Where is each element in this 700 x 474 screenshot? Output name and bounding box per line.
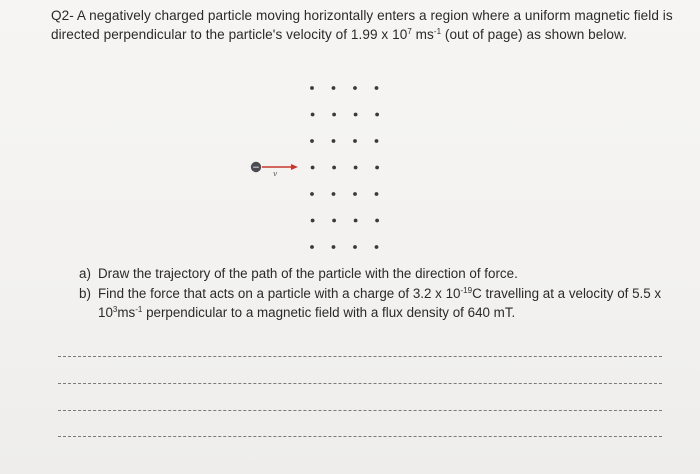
question-text-end: (out of page) as shown below. — [441, 27, 627, 42]
negative-particle — [251, 162, 261, 173]
part-b-letter: b) — [79, 285, 91, 301]
field-dot — [353, 86, 357, 90]
answer-line-3[interactable] — [58, 410, 662, 411]
magnetic-field-diagram — [240, 78, 400, 258]
velocity-exponent: 3 — [112, 305, 118, 314]
field-dot — [332, 245, 336, 249]
field-dot — [332, 192, 336, 196]
question-parts — [79, 264, 679, 323]
field-dot — [310, 86, 314, 90]
field-diagram-svg — [240, 78, 400, 258]
velocity-unit-exponent: -1 — [135, 305, 143, 314]
part-b-text-4: perpendicular to a magnetic field with a flux density of 640 mT. — [142, 305, 516, 320]
part-b-text — [98, 284, 679, 323]
field-dot — [375, 192, 379, 196]
field-dot — [354, 113, 358, 117]
field-dot — [375, 245, 379, 249]
answer-line-1[interactable] — [58, 356, 662, 357]
field-dot — [311, 219, 315, 223]
field-dot — [310, 245, 314, 249]
field-dot — [310, 139, 314, 143]
field-dot — [375, 166, 379, 170]
particle-sign: − — [252, 163, 260, 173]
part-b-text-1: Find the force that acts on a particle with a charge of 3.2 x 10 — [98, 285, 461, 301]
field-dot — [310, 192, 314, 196]
velocity-arrow-head — [291, 164, 298, 170]
field-dot — [332, 86, 336, 90]
field-dot — [353, 192, 357, 196]
part-a-text: Draw the trajectory of the path of the particle with the direction of force. — [98, 266, 518, 281]
field-dot-grid — [310, 86, 379, 249]
field-dot — [354, 219, 358, 223]
field-dot — [375, 139, 379, 143]
field-dot — [375, 113, 379, 117]
field-dot — [332, 139, 336, 143]
velocity-arrow — [262, 164, 298, 170]
field-dot — [375, 86, 379, 90]
speed-unit-exponent: -1 — [433, 27, 442, 36]
answer-line-2[interactable] — [58, 383, 662, 384]
charge-exponent: -19 — [460, 285, 473, 295]
question-text-main: Q2- A negatively charged particle moving horizontally enters a region where a uniform magnetic field is directed perpendicular to the particle's velocity of 1.99 x 10 — [51, 8, 673, 42]
field-dot — [353, 245, 357, 249]
part-b — [79, 284, 679, 323]
field-dot — [354, 166, 358, 170]
part-a-letter: a) — [79, 266, 91, 281]
velocity-label: v — [273, 169, 278, 178]
field-dot — [311, 166, 315, 170]
field-dot — [332, 219, 336, 223]
field-dot — [375, 219, 379, 223]
field-dot — [332, 166, 336, 170]
speed-unit: ms — [411, 27, 434, 42]
field-dot — [311, 113, 315, 117]
field-dot — [353, 139, 357, 143]
part-b-text-2: C travelling at a velocity of 5.5 x 10 — [98, 285, 662, 320]
field-dot — [332, 113, 336, 117]
speed-exponent: 7 — [407, 27, 412, 36]
part-a — [79, 264, 679, 284]
answer-line-4[interactable] — [58, 436, 662, 437]
part-b-unit: ms — [117, 305, 136, 320]
question-q2 — [51, 6, 681, 44]
